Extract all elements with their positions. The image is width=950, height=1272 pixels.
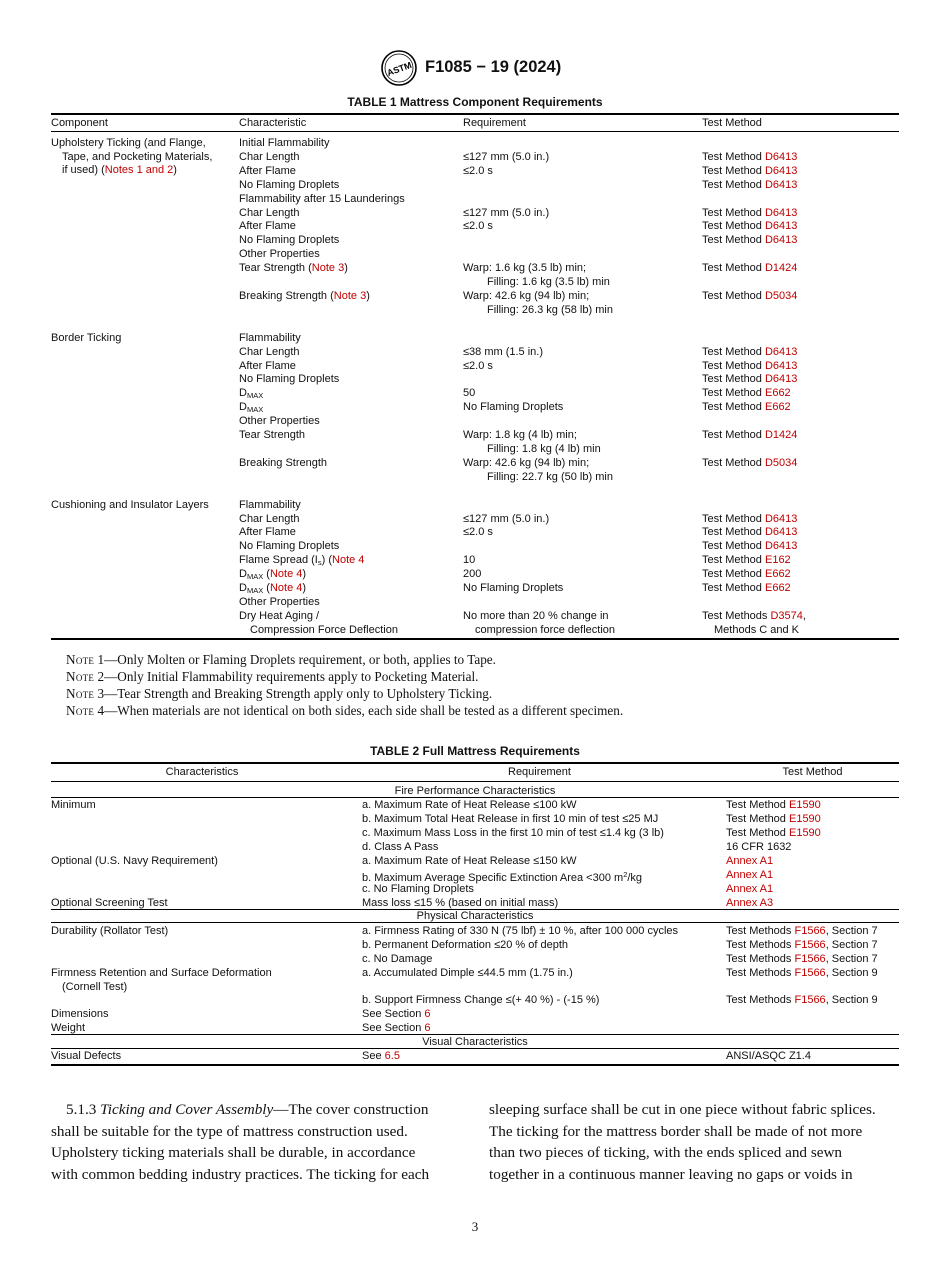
- t1-tm: Test Method D6413: [702, 151, 798, 163]
- t1-tm: Test Method E662: [702, 401, 791, 413]
- link-d6413[interactable]: D6413: [764, 234, 798, 246]
- t2-tm: Test Methods F1566, Section 7: [726, 925, 878, 937]
- t2-tm: Test Methods F1566, Section 9: [726, 994, 878, 1006]
- t1-req: Warp: 42.6 kg (94 lb) min;: [463, 457, 590, 469]
- t2-req: a. Accumulated Dimple ≤44.5 mm (1.75 in.): [362, 967, 573, 979]
- link-e662[interactable]: E662: [764, 401, 791, 413]
- t1-tm: Test Method D1424: [702, 262, 798, 274]
- t1-char: $D_{MAX}$ (Note 4): [239, 568, 307, 581]
- t2-req: a. Firmness Rating of 330 N (75 lbf) ± 10 %, after 100 000 cycles: [362, 925, 679, 937]
- t1-char: After Flame: [239, 360, 296, 372]
- link-note-3[interactable]: Note 3: [333, 290, 367, 302]
- table1-caption: TABLE 1 Mattress Component Requirements: [347, 95, 603, 109]
- t1-req: 50: [463, 387, 476, 399]
- link-d6413[interactable]: D6413: [764, 526, 798, 538]
- t1-req: No Flaming Droplets: [463, 401, 564, 413]
- t1-char: After Flame: [239, 526, 296, 538]
- t1-req: Filling: 1.8 kg (4 lb) min: [487, 443, 601, 455]
- t1-char: Other Properties: [239, 415, 320, 427]
- t2-tm: Test Methods F1566, Section 7: [726, 953, 878, 965]
- t2-req: b. Support Firmness Change ≤(+ 40 %) - (-15 %): [362, 994, 600, 1006]
- note-3: Note 3—Tear Strength and Breaking Strength apply only to Upholstery Ticking.: [66, 686, 493, 701]
- t2-req: a. Maximum Rate of Heat Release ≤150 kW: [362, 855, 577, 867]
- t2-char-minimum: Minimum: [51, 799, 96, 811]
- body-line: The ticking for the mattress border shall be made of not more: [489, 1122, 863, 1140]
- t1-comp-upholstery-l2: Tape, and Pocketing Materials,: [62, 151, 213, 163]
- t1-req: ≤2.0 s: [463, 165, 493, 177]
- link-d6413[interactable]: D6413: [764, 373, 798, 385]
- t2-tm: Test Methods F1566, Section 7: [726, 939, 878, 951]
- note-2: Note 2—Only Initial Flammability requirements apply to Pocketing Material.: [66, 669, 479, 684]
- t1-tm: Test Method D6413: [702, 207, 798, 219]
- t1-req: Filling: 1.6 kg (3.5 lb) min: [487, 276, 610, 288]
- astm-logo-icon: [380, 48, 418, 88]
- t1-tm: Test Method D6413: [702, 346, 798, 358]
- link-d5034[interactable]: D5034: [764, 290, 798, 302]
- t1-char: Flammability: [239, 499, 301, 511]
- t1-char: No Flaming Droplets: [239, 234, 340, 246]
- t1-char: After Flame: [239, 165, 296, 177]
- t2-tm: ANSI/ASQC Z1.4: [726, 1050, 811, 1062]
- table2-bottom-rule: [51, 1064, 899, 1066]
- t1-tm: Test Method E662: [702, 387, 791, 399]
- t2-req: b. Maximum Total Heat Release in first 10 min of test ≤25 MJ: [362, 813, 659, 825]
- t1-char: Char Length: [239, 346, 300, 358]
- t1-req: ≤127 mm (5.0 in.): [463, 513, 550, 525]
- t1-req: ≤2.0 s: [463, 526, 493, 538]
- table1-header-component: Component: [51, 117, 108, 129]
- t2-char-dimensions: Dimensions: [51, 1008, 109, 1020]
- link-e1590[interactable]: E1590: [788, 799, 821, 811]
- t1-char: No Flaming Droplets: [239, 179, 340, 191]
- t1-req: Filling: 22.7 kg (50 lb) min: [487, 471, 613, 483]
- link-d5034[interactable]: D5034: [764, 457, 798, 469]
- link-note-4[interactable]: Note 4: [269, 568, 303, 580]
- t2-char-visual-defects: Visual Defects: [51, 1050, 122, 1062]
- table1-top-rule: [51, 113, 899, 115]
- t2-req: c. Maximum Mass Loss in the first 10 min of test ≤1.4 kg (3 lb): [362, 827, 664, 839]
- t1-req: Warp: 1.6 kg (3.5 lb) min;: [463, 262, 587, 274]
- link-d6413[interactable]: D6413: [764, 207, 798, 219]
- t1-req: 200: [463, 568, 482, 580]
- link-f1566[interactable]: F1566: [794, 939, 826, 951]
- t1-req: ≤38 mm (1.5 in.): [463, 346, 544, 358]
- note-1: Note 1—Only Molten or Flaming Droplets requirement, or both, applies to Tape.: [66, 652, 496, 667]
- t1-tm: Test Method E162: [702, 554, 791, 566]
- t1-tm: Test Method D6413: [702, 234, 798, 246]
- section-fire-performance: Fire Performance Characteristics: [394, 785, 556, 797]
- t1-char: Compression Force Deflection: [250, 624, 398, 636]
- table2-header-requirement: Requirement: [508, 766, 571, 778]
- t2-char-durability: Durability (Rollator Test): [51, 925, 169, 937]
- t1-req: Warp: 1.8 kg (4 lb) min;: [463, 429, 577, 441]
- link-notes-1-2[interactable]: Notes 1 and 2: [104, 164, 174, 176]
- t1-char: $D_{MAX}$: [239, 401, 264, 414]
- t1-comp-cushioning: Cushioning and Insulator Layers: [51, 499, 209, 511]
- t2-char-weight: Weight: [51, 1022, 86, 1034]
- link-d6413[interactable]: D6413: [764, 220, 798, 232]
- t2-req: Mass loss ≤15 % (based on initial mass): [362, 897, 559, 909]
- t1-tm: Test Method D6413: [702, 179, 798, 191]
- t1-tm: Test Method E662: [702, 568, 791, 580]
- table1-header-test-method: Test Method: [702, 117, 762, 129]
- link-d6413[interactable]: D6413: [764, 540, 798, 552]
- link-annex-a1[interactable]: Annex A1: [726, 869, 774, 881]
- t1-tm: Test Method D1424: [702, 429, 798, 441]
- t1-req: ≤2.0 s: [463, 360, 493, 372]
- link-d6413[interactable]: D6413: [764, 360, 798, 372]
- t1-tm: Test Method D6413: [702, 540, 798, 552]
- t1-req: No Flaming Droplets: [463, 582, 564, 594]
- link-e1590[interactable]: E1590: [788, 827, 821, 839]
- t1-req: 10: [463, 554, 476, 566]
- link-e662[interactable]: E662: [764, 582, 791, 594]
- t1-comp-border: Border Ticking: [51, 332, 122, 344]
- t1-char: Flame Spread $(I_s)$ (Note 4: [239, 554, 365, 567]
- link-d6413[interactable]: D6413: [764, 165, 798, 177]
- link-e1590[interactable]: E1590: [788, 813, 821, 825]
- t2-req: See 6.5: [362, 1050, 400, 1062]
- link-annex-a3[interactable]: Annex A3: [726, 897, 774, 909]
- table2-header-characteristics: Characteristics: [165, 766, 239, 778]
- t1-req: Warp: 42.6 kg (94 lb) min;: [463, 290, 590, 302]
- t1-tm: Test Method D6413: [702, 526, 798, 538]
- link-d1424[interactable]: D1424: [764, 262, 798, 274]
- table1-bottom-rule: [51, 638, 899, 640]
- t1-tm: Test Method D5034: [702, 290, 798, 302]
- link-e662[interactable]: E662: [764, 568, 791, 580]
- body-text-left: [51, 1099, 461, 1186]
- t1-tm: Test Method E662: [702, 582, 791, 594]
- t1-comp-upholstery-l1: Upholstery Ticking (and Flange,: [51, 137, 206, 149]
- link-f1566[interactable]: F1566: [794, 994, 826, 1006]
- page-header: [0, 48, 950, 88]
- link-e162[interactable]: E162: [764, 554, 791, 566]
- link-f1566[interactable]: F1566: [794, 967, 826, 979]
- t1-tm: Test Method D6413: [702, 165, 798, 177]
- t1-tm: Methods C and K: [714, 624, 799, 636]
- t2-req: See Section 6: [362, 1008, 431, 1020]
- t1-tm: Test Method D5034: [702, 457, 798, 469]
- link-f1566[interactable]: F1566: [794, 925, 826, 937]
- t2-char-firmness: Firmness Retention and Surface Deformation: [51, 967, 272, 979]
- link-d6413[interactable]: D6413: [764, 179, 798, 191]
- t1-char: Char Length: [239, 207, 300, 219]
- t2-tm: Test Method E1590: [726, 813, 821, 825]
- link-section-6[interactable]: 6: [424, 1008, 431, 1020]
- t1-char: Char Length: [239, 151, 300, 163]
- t1-char: Char Length: [239, 513, 300, 525]
- section-visual: Visual Characteristics: [422, 1036, 528, 1048]
- body-line: 5.1.3 Ticking and Cover Assembly—The cover construction: [66, 1101, 429, 1118]
- t2-req: b. Permanent Deformation ≤20 % of depth: [362, 939, 568, 951]
- t1-char: Breaking Strength: [239, 457, 328, 469]
- t1-char: Initial Flammability: [239, 137, 330, 149]
- t2-tm: Test Method E1590: [726, 799, 821, 811]
- table1-header-requirement: Requirement: [463, 117, 526, 129]
- t1-req: compression force deflection: [475, 624, 616, 636]
- t1-tm: Test Method D6413: [702, 220, 798, 232]
- t1-char: Flammability after 15 Launderings: [239, 193, 405, 205]
- t1-char: $D_{MAX}$: [239, 387, 264, 400]
- table2-top-rule: [51, 762, 899, 764]
- link-annex-a1[interactable]: Annex A1: [726, 855, 774, 867]
- t1-char: Dry Heat Aging /: [239, 610, 320, 622]
- table1-header-rule: [51, 131, 899, 132]
- t1-tm: Test Method D6413: [702, 373, 798, 385]
- t1-req: No more than 20 % change in: [463, 610, 609, 622]
- document-id: F1085 − 19 (2024): [425, 58, 562, 76]
- t1-char: After Flame: [239, 220, 296, 232]
- table2-caption: TABLE 2 Full Mattress Requirements: [370, 744, 580, 758]
- t2-tm: 16 CFR 1632: [726, 841, 792, 853]
- t1-tm: Test Methods D3574,: [702, 610, 806, 622]
- table2-header-rule: [51, 781, 899, 782]
- t2-req: See Section 6: [362, 1022, 431, 1034]
- t1-tm: Test Method D6413: [702, 360, 798, 372]
- t1-req: ≤2.0 s: [463, 220, 493, 232]
- t1-comp-upholstery-l3: if used) (Notes 1 and 2): [62, 164, 177, 176]
- t1-req: ≤127 mm (5.0 in.): [463, 207, 550, 219]
- t2-tm: Test Methods F1566, Section 9: [726, 967, 878, 979]
- t2-req: c. No Damage: [362, 953, 433, 965]
- note-4: Note 4—When materials are not identical on both sides, each side shall be tested as a different specimen.: [66, 703, 624, 718]
- link-note-3[interactable]: Note 3: [311, 262, 345, 274]
- t2-tm: Test Method E1590: [726, 827, 821, 839]
- t1-char: $D_{MAX}$ (Note 4): [239, 582, 307, 595]
- t2-req: b. Maximum Average Specific Extinction Area <300 $m^2/kg$: [362, 870, 643, 884]
- body-line: together in a continuous manner leaving no gaps or voids in: [489, 1166, 853, 1184]
- body-line: sleeping surface shall be cut in one piece without fabric splices.: [489, 1101, 876, 1118]
- t2-char-optional-screening: Optional Screening Test: [51, 897, 168, 909]
- link-d1424[interactable]: D1424: [764, 429, 798, 441]
- link-d3574[interactable]: D3574: [770, 610, 803, 622]
- body-line: than two pieces of ticking, with the ends spliced and sewn: [489, 1144, 843, 1162]
- t1-char: Flammability: [239, 332, 301, 344]
- t1-char: Other Properties: [239, 248, 320, 260]
- link-section-6[interactable]: 6: [424, 1022, 431, 1034]
- table2-header-test-method: Test Method: [782, 766, 843, 778]
- link-note-4[interactable]: Note 4: [332, 554, 365, 566]
- t1-char: Other Properties: [239, 596, 320, 608]
- table1-header-characteristic: Characteristic: [239, 117, 307, 129]
- link-d6413[interactable]: D6413: [764, 513, 798, 525]
- body-text-right: [489, 1099, 899, 1186]
- t1-tm: Test Method D6413: [702, 513, 798, 525]
- body-line: Upholstery ticking materials shall be durable, in accordance: [51, 1144, 416, 1162]
- table2-rule: [51, 922, 899, 923]
- t2-req: c. No Flaming Droplets: [362, 883, 474, 895]
- t1-char: Breaking Strength (Note 3): [239, 290, 370, 302]
- t2-req: a. Maximum Rate of Heat Release ≤100 kW: [362, 799, 577, 811]
- t1-req: ≤127 mm (5.0 in.): [463, 151, 550, 163]
- link-e662[interactable]: E662: [764, 387, 791, 399]
- link-annex-a1[interactable]: Annex A1: [726, 883, 774, 895]
- t1-char: Tear Strength: [239, 429, 306, 441]
- t1-char: No Flaming Droplets: [239, 540, 340, 552]
- notes-block: [66, 651, 623, 719]
- page-number: 3: [471, 1219, 479, 1234]
- link-d6413[interactable]: D6413: [764, 346, 798, 358]
- t2-char-firmness-l2: (Cornell Test): [62, 981, 128, 993]
- link-note-4[interactable]: Note 4: [269, 582, 303, 594]
- link-d6413[interactable]: D6413: [764, 151, 798, 163]
- body-line: with common bedding industry practices. The ticking for each: [51, 1166, 430, 1184]
- t2-req: d. Class A Pass: [362, 841, 439, 853]
- t1-req: Filling: 26.3 kg (58 lb) min: [487, 304, 613, 316]
- body-line: shall be suitable for the type of mattress construction used.: [51, 1122, 408, 1140]
- t2-char-optional-navy: Optional (U.S. Navy Requirement): [51, 855, 218, 867]
- t1-char: No Flaming Droplets: [239, 373, 340, 385]
- t1-char: Tear Strength (Note 3): [239, 262, 348, 274]
- svg-text:ASTM: ASTM: [385, 59, 414, 78]
- link-section-6-5[interactable]: 6.5: [384, 1050, 400, 1062]
- link-f1566[interactable]: F1566: [794, 953, 826, 965]
- section-physical: Physical Characteristics: [416, 910, 534, 922]
